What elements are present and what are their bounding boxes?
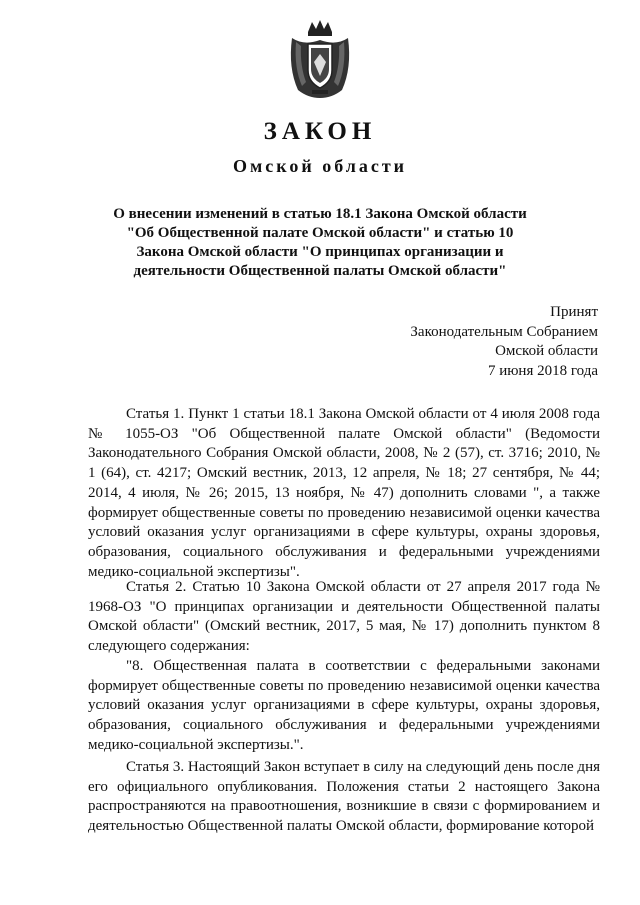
- adopted-date: 7 июня 2018 года: [487, 362, 598, 379]
- article-2-intro: Статья 2. Статью 10 Закона Омской области от 27 апреля 2017 года № 1968-ОЗ "О принципах организации и деятельности Общественной палаты Омской области" (Омский вестник, 2017, 5 мая, № 17) дополнить пунктом 8 следующего содержания:: [88, 579, 600, 655]
- law-subject: О внесении изменений в статью 18.1 Закона Омской области "Об Общественной палате Омской области" и статью 10 Закона Омской области "О принципах организации и деятельности Общественной палаты Омской области": [113, 206, 527, 279]
- article-2: [88, 578, 600, 755]
- adopted-label: Принят: [550, 304, 598, 320]
- article-3: Статья 3. Настоящий Закон вступает в силу на следующий день после дня его официального опубликования. Положения статьи 2 настоящего Закона распространяются на правоотношения, возникшие в связи с формированием и деятельностью Общественной палаты Омской области, формирование которой: [88, 759, 600, 835]
- adopted-region: Омской области: [495, 343, 598, 359]
- document-title: ЗАКОН: [263, 118, 377, 145]
- adoption-block: [410, 303, 598, 381]
- omsk-coat-of-arms-icon: [286, 18, 354, 100]
- article-1: Статья 1. Пункт 1 статьи 18.1 Закона Омской области от 4 июля 2008 года № 1055-ОЗ "Об Общественной палате Омской области" (Ведомости Законодательного Собрания Омской области, 2008, № 2 (57), ст. 3716; 2010, № 1 (64), ст. 4217; Омский вестник, 2013, 12 апреля, № 18; 27 сентября, № 44; 2014, 4 июля, № 26; 2015, 13 ноября, № 47) дополнить словами ", а также формирует общественные советы по проведению независимой оценки качества условий оказания услуг организациями в сфере культуры, охраны здоровья, образования, социального обслуживания и федеральными учреждениями медико-социальной экспертизы".: [88, 406, 600, 580]
- adopted-by: Законодательным Собранием: [410, 323, 598, 340]
- article-2-quote: "8. Общественная палата в соответствии с федеральными законами формирует общественные советы по проведению независимой оценки качества условий оказания услуг организациями в сфере культуры, охраны здоровья, образования, социального обслуживания и федеральными учреждениями медико-социальной экспертизы.".: [88, 657, 600, 753]
- document-subtitle: Омской области: [232, 156, 408, 176]
